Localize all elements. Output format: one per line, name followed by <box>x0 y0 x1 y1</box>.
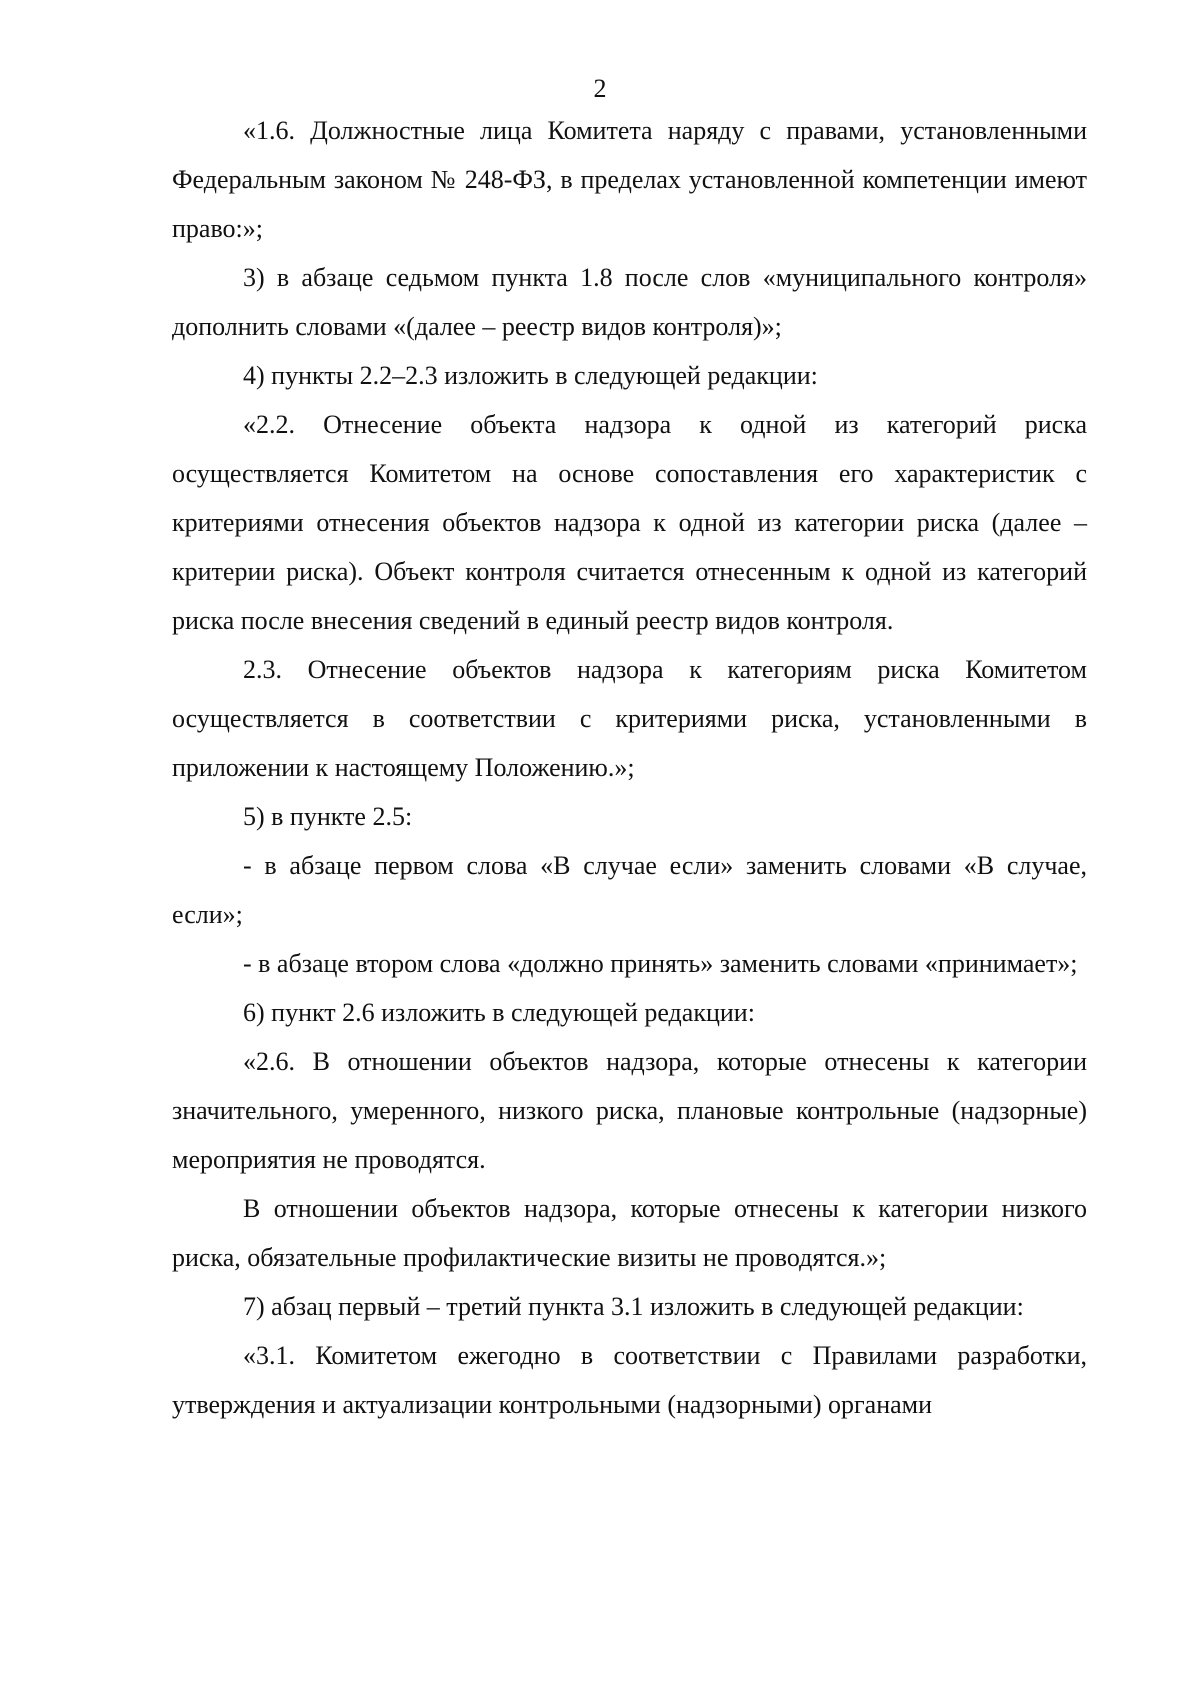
paragraph-2-6: «2.6. В отношении объектов надзора, которые отнесены к категории значительного, умеренного, низкого риска, плановые контрольные (надзорные) мероприятия не проводятся. <box>172 1047 1087 1174</box>
paragraph-item-5-first: - в абзаце первом слова «В случае если» заменить словами «В случае, если»; <box>172 851 1087 929</box>
page-number: 2 <box>593 74 607 103</box>
paragraph-item-5: 5) в пункте 2.5: <box>243 802 413 831</box>
paragraph-2-6-second: В отношении объектов надзора, которые отнесены к категории низкого риска, обязательные профилактические визиты не проводятся.»; <box>172 1194 1087 1272</box>
paragraph-3-1: «3.1. Комитетом ежегодно в соответствии с Правилами разработки, утверждения и актуализации контрольными (надзорными) органами <box>172 1341 1087 1419</box>
paragraph-item-7: 7) абзац первый – третий пункта 3.1 изложить в следующей редакции: <box>243 1292 1024 1321</box>
paragraph-item-4: 4) пункты 2.2–2.3 изложить в следующей редакции: <box>243 361 818 390</box>
document-body <box>172 106 1087 1429</box>
paragraph-1-6: «1.6. Должностные лица Комитета наряду с правами, установленными Федеральным законом № 248-ФЗ, в пределах установленной компетенции имеют право:»; <box>172 116 1087 243</box>
paragraph-2-3: 2.3. Отнесение объектов надзора к категориям риска Комитетом осуществляется в соответствии с критериями риска, установленными в приложении к настоящему Положению.»; <box>172 655 1087 782</box>
paragraph-item-3: 3) в абзаце седьмом пункта 1.8 после слов «муниципального контроля» дополнить словами «(далее – реестр видов контроля)»; <box>172 263 1087 341</box>
paragraph-item-6: 6) пункт 2.6 изложить в следующей редакции: <box>243 998 755 1027</box>
paragraph-item-5-second: - в абзаце втором слова «должно принять» заменить словами «принимает»; <box>243 949 1078 978</box>
paragraph-2-2: «2.2. Отнесение объекта надзора к одной из категорий риска осуществляется Комитетом на основе сопоставления его характеристик с критериями отнесения объектов надзора к одной из категории риска (далее – критерии риска). Объект контроля считается отнесенным к одной из категорий риска после внесения сведений в единый реестр видов контроля. <box>172 410 1087 635</box>
